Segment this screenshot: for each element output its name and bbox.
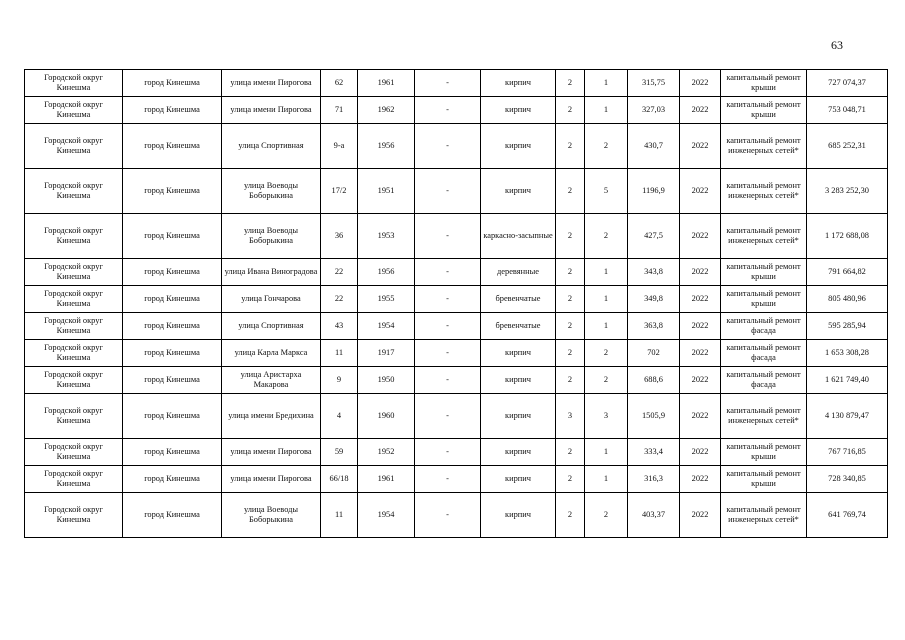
cell-area: 1505,9 [628,394,680,439]
cell-year-built: 1961 [358,466,415,493]
cell-entrances: 2 [585,493,628,538]
cell-work-type: капитальный ремонт инженерных сетей* [721,214,807,259]
cell-wall-material: кирпич [481,466,556,493]
cell-plan-year: 2022 [680,259,721,286]
cell-year-built: 1955 [358,286,415,313]
table-row [25,169,888,214]
cell-house-number: 22 [321,259,358,286]
cell-district: Городской округ Кинешма [25,367,123,394]
cell-floors: 2 [556,124,585,169]
cell-district: Городской округ Кинешма [25,97,123,124]
cell-street: улица Карла Маркса [222,340,321,367]
cell-house-number: 9 [321,367,358,394]
cell-year-built: 1956 [358,124,415,169]
cell-area: 702 [628,340,680,367]
cell-district: Городской округ Кинешма [25,214,123,259]
page-number: 63 [831,38,843,52]
cell-year-renovated: - [415,286,481,313]
table-row [25,214,888,259]
cell-year-built: 1960 [358,394,415,439]
cell-district: Городской округ Кинешма [25,466,123,493]
cell-house-number: 11 [321,493,358,538]
cell-wall-material: кирпич [481,70,556,97]
cell-area: 316,3 [628,466,680,493]
cell-plan-year: 2022 [680,439,721,466]
cell-city: город Кинешма [123,169,222,214]
cell-floors: 2 [556,340,585,367]
cell-wall-material: каркасно-засыпные [481,214,556,259]
cell-cost: 753 048,71 [807,97,888,124]
cell-city: город Кинешма [123,466,222,493]
cell-city: город Кинешма [123,259,222,286]
cell-entrances: 1 [585,70,628,97]
cell-house-number: 22 [321,286,358,313]
cell-entrances: 2 [585,214,628,259]
cell-area: 1196,9 [628,169,680,214]
cell-entrances: 1 [585,466,628,493]
cell-floors: 3 [556,394,585,439]
cell-entrances: 1 [585,313,628,340]
cell-floors: 2 [556,70,585,97]
cell-wall-material: кирпич [481,340,556,367]
cell-year-renovated: - [415,340,481,367]
cell-plan-year: 2022 [680,70,721,97]
cell-city: город Кинешма [123,439,222,466]
cell-work-type: капитальный ремонт инженерных сетей* [721,124,807,169]
table-row [25,367,888,394]
cell-plan-year: 2022 [680,466,721,493]
cell-house-number: 71 [321,97,358,124]
cell-city: город Кинешма [123,493,222,538]
cell-city: город Кинешма [123,340,222,367]
cell-house-number: 17/2 [321,169,358,214]
cell-plan-year: 2022 [680,367,721,394]
cell-cost: 1 172 688,08 [807,214,888,259]
cell-street: улица Воеводы Боборыкина [222,493,321,538]
cell-area: 427,5 [628,214,680,259]
cell-year-built: 1956 [358,259,415,286]
cell-house-number: 66/18 [321,466,358,493]
cell-year-built: 1962 [358,97,415,124]
cell-year-renovated: - [415,313,481,340]
cell-house-number: 62 [321,70,358,97]
cell-city: город Кинешма [123,367,222,394]
cell-wall-material: кирпич [481,97,556,124]
cell-wall-material: деревянные [481,259,556,286]
cell-street: улица имени Пирогова [222,97,321,124]
cell-wall-material: кирпич [481,394,556,439]
cell-city: город Кинешма [123,313,222,340]
table-row [25,466,888,493]
table-row [25,124,888,169]
cell-area: 349,8 [628,286,680,313]
cell-wall-material: бревенчатые [481,286,556,313]
cell-house-number: 36 [321,214,358,259]
table-row [25,313,888,340]
cell-plan-year: 2022 [680,97,721,124]
cell-cost: 1 653 308,28 [807,340,888,367]
table-row [25,439,888,466]
cell-area: 430,7 [628,124,680,169]
cell-plan-year: 2022 [680,340,721,367]
cell-cost: 805 480,96 [807,286,888,313]
cell-plan-year: 2022 [680,286,721,313]
cell-work-type: капитальный ремонт инженерных сетей* [721,493,807,538]
table-row [25,70,888,97]
cell-street: улица Спортивная [222,313,321,340]
cell-cost: 3 283 252,30 [807,169,888,214]
cell-work-type: капитальный ремонт крыши [721,466,807,493]
cell-work-type: капитальный ремонт крыши [721,259,807,286]
cell-wall-material: кирпич [481,169,556,214]
cell-area: 315,75 [628,70,680,97]
cell-area: 688,6 [628,367,680,394]
cell-floors: 2 [556,286,585,313]
cell-year-renovated: - [415,367,481,394]
cell-area: 327,03 [628,97,680,124]
cell-area: 333,4 [628,439,680,466]
cell-floors: 2 [556,214,585,259]
cell-district: Городской округ Кинешма [25,124,123,169]
cell-street: улица имени Пирогова [222,439,321,466]
cell-work-type: капитальный ремонт крыши [721,97,807,124]
cell-district: Городской округ Кинешма [25,259,123,286]
cell-year-built: 1954 [358,493,415,538]
cell-year-renovated: - [415,394,481,439]
cell-entrances: 1 [585,439,628,466]
cell-plan-year: 2022 [680,313,721,340]
cell-entrances: 3 [585,394,628,439]
cell-work-type: капитальный ремонт крыши [721,286,807,313]
cell-wall-material: бревенчатые [481,313,556,340]
table-row [25,340,888,367]
cell-city: город Кинешма [123,124,222,169]
cell-year-renovated: - [415,97,481,124]
cell-year-renovated: - [415,124,481,169]
table-row [25,259,888,286]
cell-floors: 2 [556,169,585,214]
cell-plan-year: 2022 [680,124,721,169]
cell-floors: 2 [556,313,585,340]
cell-year-renovated: - [415,70,481,97]
cell-work-type: капитальный ремонт фасада [721,340,807,367]
cell-street: улица имени Пирогова [222,466,321,493]
cell-street: улица Воеводы Боборыкина [222,169,321,214]
cell-cost: 685 252,31 [807,124,888,169]
cell-cost: 767 716,85 [807,439,888,466]
cell-entrances: 5 [585,169,628,214]
cell-year-built: 1950 [358,367,415,394]
cell-wall-material: кирпич [481,124,556,169]
cell-district: Городской округ Кинешма [25,340,123,367]
cell-district: Городской округ Кинешма [25,286,123,313]
cell-year-renovated: - [415,259,481,286]
cell-city: город Кинешма [123,394,222,439]
cell-house-number: 11 [321,340,358,367]
cell-year-built: 1951 [358,169,415,214]
cell-street: улица имени Бредихина [222,394,321,439]
cell-house-number: 4 [321,394,358,439]
cell-district: Городской округ Кинешма [25,394,123,439]
cell-cost: 595 285,94 [807,313,888,340]
cell-year-built: 1953 [358,214,415,259]
cell-entrances: 2 [585,340,628,367]
cell-year-renovated: - [415,214,481,259]
cell-year-renovated: - [415,439,481,466]
cell-district: Городской округ Кинешма [25,313,123,340]
cell-cost: 728 340,85 [807,466,888,493]
cell-entrances: 2 [585,124,628,169]
cell-area: 403,37 [628,493,680,538]
cell-cost: 4 130 879,47 [807,394,888,439]
cell-plan-year: 2022 [680,169,721,214]
cell-cost: 1 621 749,40 [807,367,888,394]
cell-city: город Кинешма [123,70,222,97]
cell-work-type: капитальный ремонт инженерных сетей* [721,169,807,214]
cell-year-built: 1917 [358,340,415,367]
cell-year-renovated: - [415,493,481,538]
cell-plan-year: 2022 [680,394,721,439]
cell-entrances: 2 [585,367,628,394]
cell-wall-material: кирпич [481,367,556,394]
table-row [25,97,888,124]
cell-entrances: 1 [585,97,628,124]
cell-floors: 2 [556,259,585,286]
cell-district: Городской округ Кинешма [25,439,123,466]
cell-work-type: капитальный ремонт инженерных сетей* [721,394,807,439]
cell-city: город Кинешма [123,214,222,259]
cell-wall-material: кирпич [481,493,556,538]
table-row [25,394,888,439]
cell-floors: 2 [556,493,585,538]
cell-year-built: 1952 [358,439,415,466]
cell-wall-material: кирпич [481,439,556,466]
cell-city: город Кинешма [123,286,222,313]
cell-year-renovated: - [415,466,481,493]
cell-work-type: капитальный ремонт фасада [721,367,807,394]
cell-district: Городской округ Кинешма [25,169,123,214]
housing-repair-table [24,69,888,538]
cell-work-type: капитальный ремонт крыши [721,70,807,97]
cell-house-number: 9-а [321,124,358,169]
cell-street: улица Аристарха Макарова [222,367,321,394]
cell-street: улица имени Пирогова [222,70,321,97]
cell-entrances: 1 [585,286,628,313]
cell-district: Городской округ Кинешма [25,493,123,538]
cell-year-built: 1954 [358,313,415,340]
cell-cost: 727 074,37 [807,70,888,97]
cell-year-renovated: - [415,169,481,214]
cell-plan-year: 2022 [680,214,721,259]
cell-work-type: капитальный ремонт крыши [721,439,807,466]
cell-street: улица Спортивная [222,124,321,169]
cell-floors: 2 [556,466,585,493]
cell-street: улица Воеводы Боборыкина [222,214,321,259]
cell-floors: 2 [556,439,585,466]
cell-house-number: 43 [321,313,358,340]
cell-cost: 791 664,82 [807,259,888,286]
cell-floors: 2 [556,367,585,394]
table-body [25,70,888,538]
cell-floors: 2 [556,97,585,124]
cell-house-number: 59 [321,439,358,466]
cell-entrances: 1 [585,259,628,286]
cell-cost: 641 769,74 [807,493,888,538]
cell-work-type: капитальный ремонт фасада [721,313,807,340]
cell-district: Городской округ Кинешма [25,70,123,97]
table-row [25,493,888,538]
cell-street: улица Ивана Виноградова [222,259,321,286]
cell-year-built: 1961 [358,70,415,97]
cell-area: 363,8 [628,313,680,340]
table-row [25,286,888,313]
cell-street: улица Гончарова [222,286,321,313]
cell-plan-year: 2022 [680,493,721,538]
cell-area: 343,8 [628,259,680,286]
cell-city: город Кинешма [123,97,222,124]
